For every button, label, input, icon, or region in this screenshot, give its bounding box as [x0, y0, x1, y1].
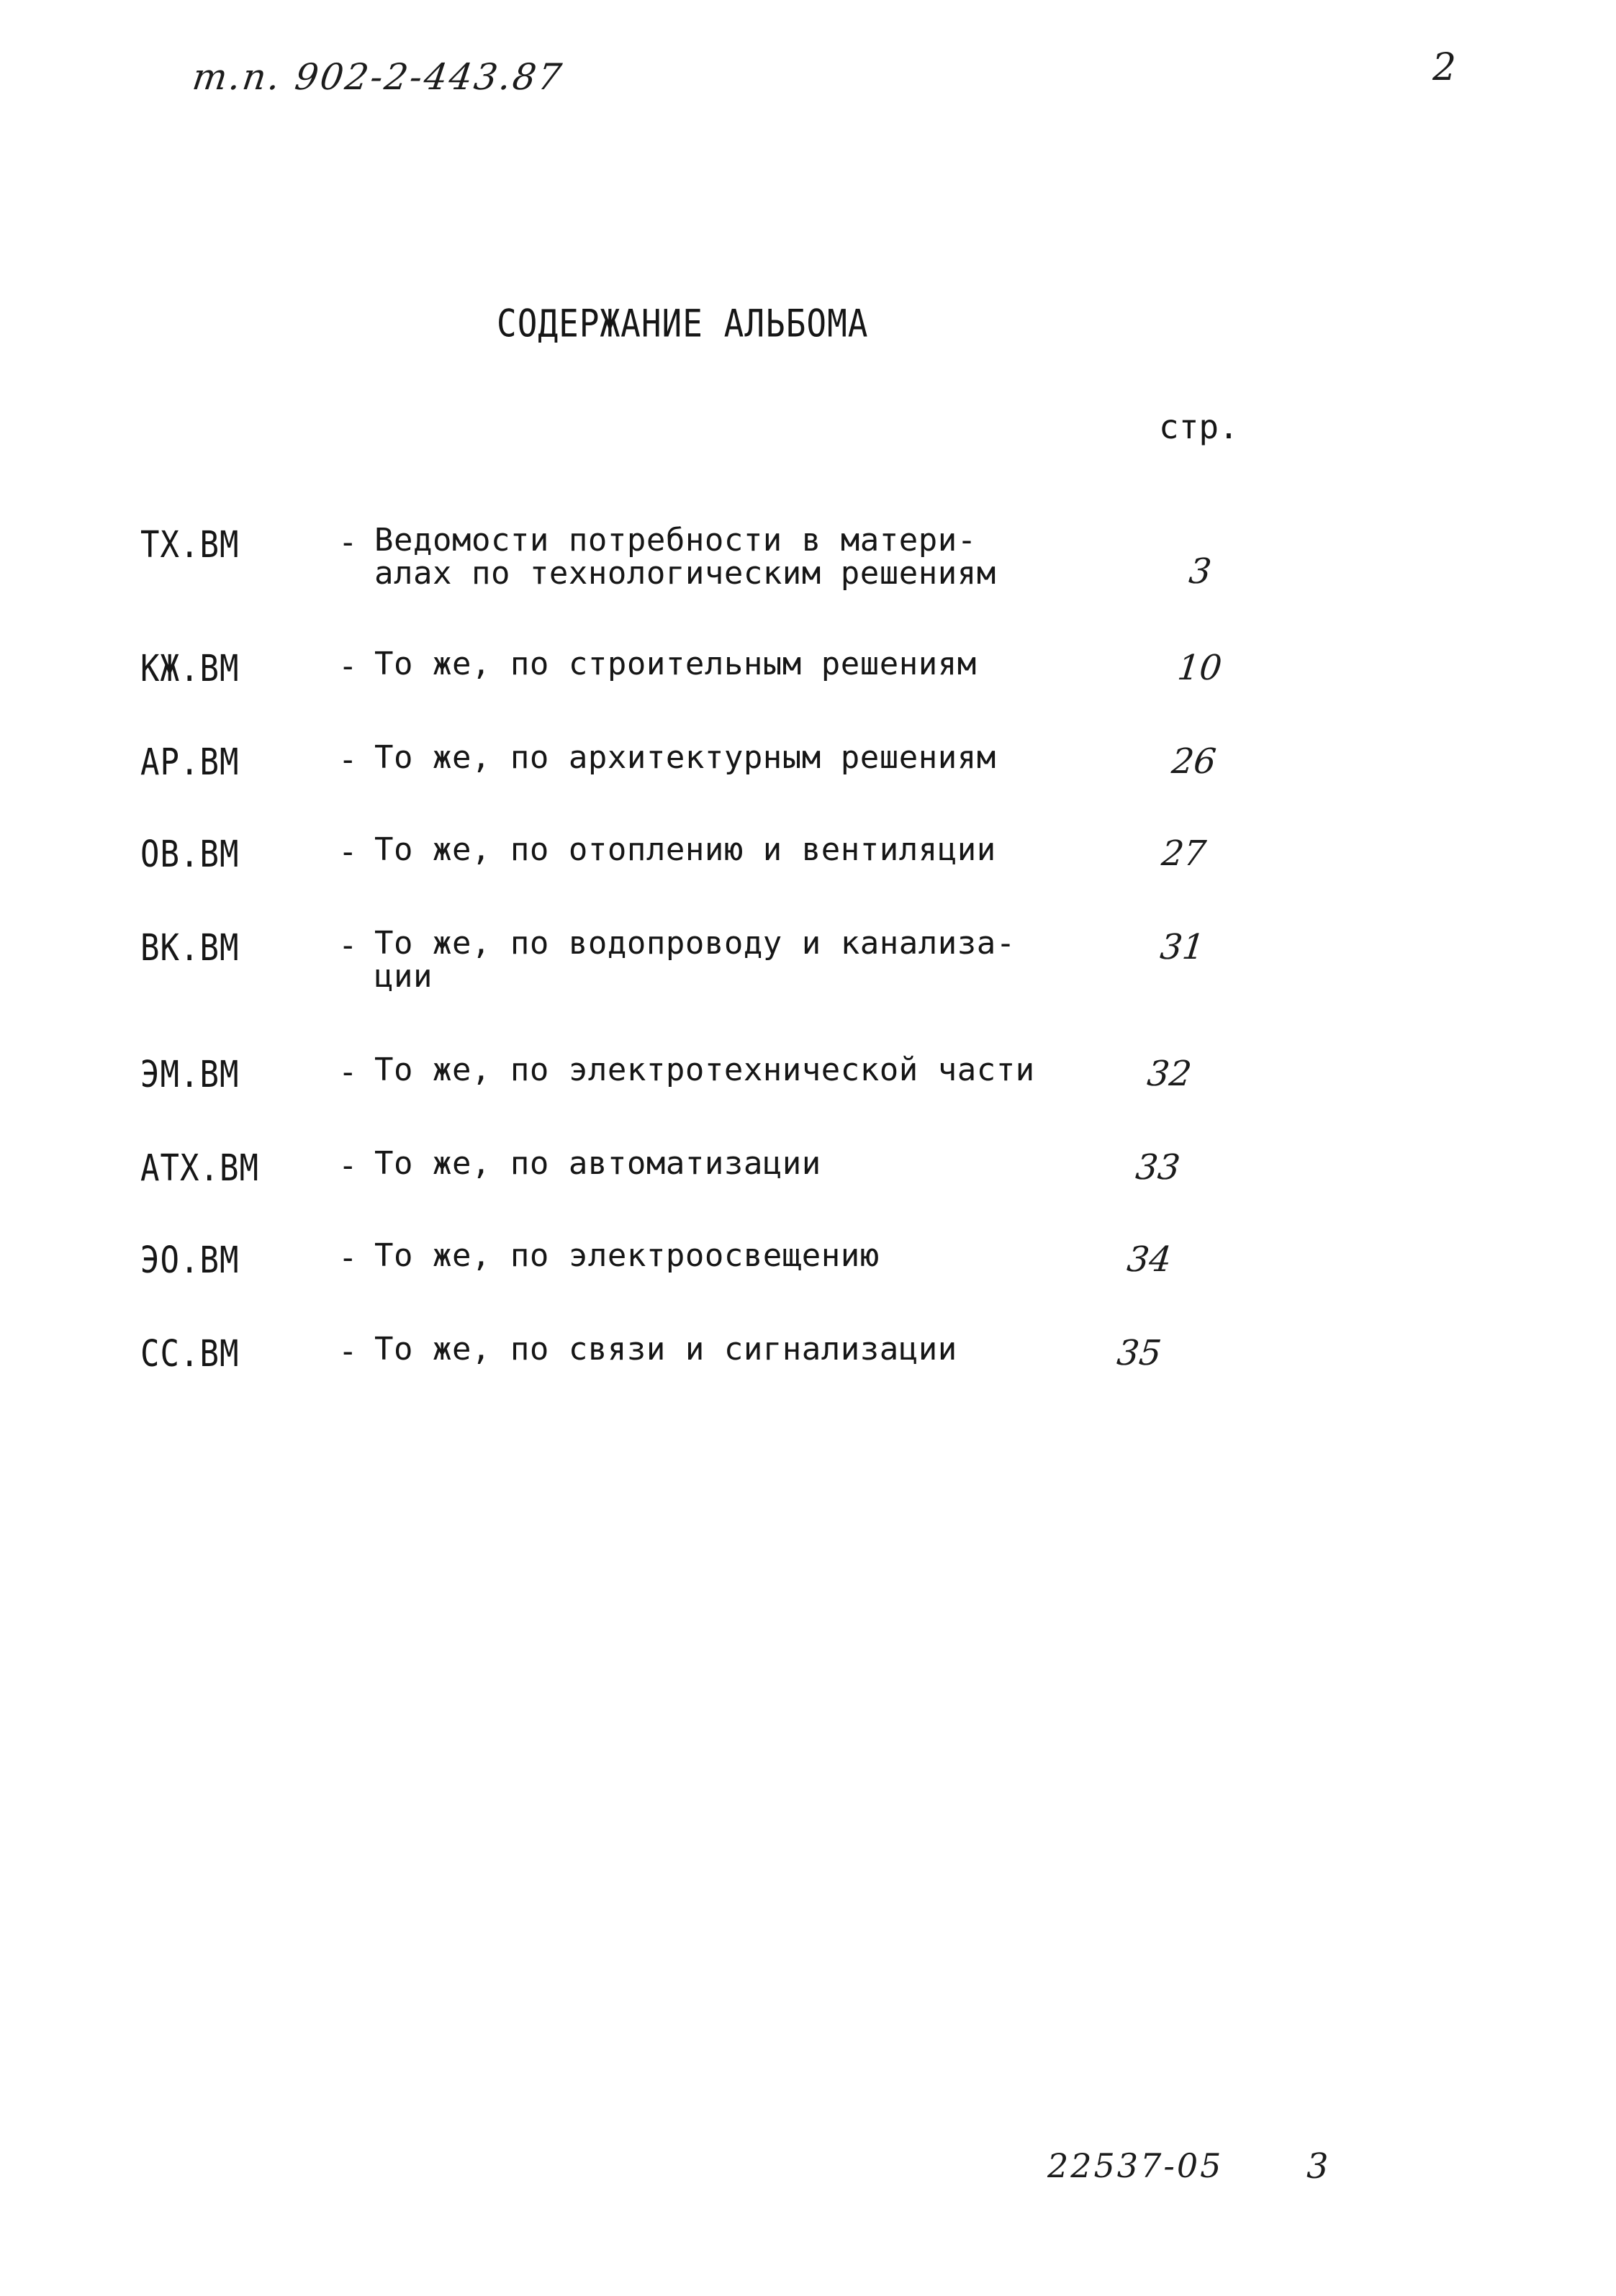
toc-page-number: 10 — [1175, 648, 1224, 688]
toc-page-number: 32 — [1145, 1054, 1194, 1094]
inventory-stamp-page: 3 — [1306, 2146, 1329, 2187]
album-title: СОДЕРЖАНИЕ АЛЬБОМА — [497, 301, 869, 346]
toc-description: То же, по электроосвещению — [374, 1237, 880, 1274]
toc-row-eo — [0, 1239, 1616, 1326]
toc-description: То же, по электротехнической части — [374, 1052, 1035, 1088]
toc-description: Ведомости потребности в матери- алах по технологическим решениям — [374, 522, 996, 592]
toc-description: То же, по автоматизации — [374, 1145, 821, 1182]
toc-page-number: 27 — [1160, 833, 1209, 874]
toc-row-kzh — [0, 648, 1616, 734]
toc-code: ТХ.ВМ — [140, 524, 240, 566]
toc-page-number: 34 — [1125, 1239, 1174, 1280]
toc-row-atx — [0, 1147, 1616, 1234]
toc-row-tx — [0, 524, 1616, 610]
toc-page-number: 35 — [1115, 1333, 1164, 1373]
toc-dash: - — [338, 833, 358, 870]
toc-code: КЖ.ВМ — [140, 648, 240, 690]
toc-dash: - — [338, 927, 358, 964]
toc-code: АР.ВМ — [140, 741, 240, 784]
toc-code: АТХ.ВМ — [140, 1147, 259, 1190]
toc-page-number: 3 — [1187, 551, 1214, 592]
toc-dash: - — [338, 648, 358, 684]
toc-dash: - — [338, 524, 358, 561]
toc-dash: - — [338, 741, 358, 778]
toc-code: ВК.ВМ — [140, 927, 240, 970]
project-number: т.п. 902-2-443.87 — [189, 56, 566, 98]
toc-dash: - — [338, 1054, 358, 1090]
toc-description: То же, по строительным решениям — [374, 646, 977, 682]
toc-code: СС.ВМ — [140, 1333, 240, 1375]
toc-page-number: 31 — [1158, 927, 1207, 967]
inventory-stamp-code: 22537-05 — [1047, 2146, 1224, 2185]
toc-dash: - — [338, 1239, 358, 1276]
toc-code: ЭМ.ВМ — [140, 1054, 240, 1096]
toc-description: То же, по водопроводу и канализа- ции — [374, 925, 1016, 995]
toc-row-em — [0, 1054, 1616, 1140]
toc-description: То же, по отоплению и вентиляции — [374, 831, 996, 868]
toc-code: ОВ.ВМ — [140, 833, 240, 876]
toc-description: То же, по архитектурным решениям — [374, 739, 996, 776]
page-column-header: стр. — [1159, 407, 1239, 446]
toc-dash: - — [338, 1147, 358, 1184]
toc-page-number: 33 — [1134, 1147, 1183, 1188]
toc-row-ss — [0, 1333, 1616, 1419]
toc-code: ЭО.ВМ — [140, 1239, 240, 1282]
toc-description: То же, по связи и сигнализации — [374, 1331, 957, 1368]
sheet-number: 2 — [1432, 46, 1457, 89]
toc-row-vk — [0, 927, 1616, 1013]
toc-row-ar — [0, 741, 1616, 828]
toc-row-ov — [0, 833, 1616, 920]
toc-dash: - — [338, 1333, 358, 1370]
toc-page-number: 26 — [1170, 741, 1219, 782]
